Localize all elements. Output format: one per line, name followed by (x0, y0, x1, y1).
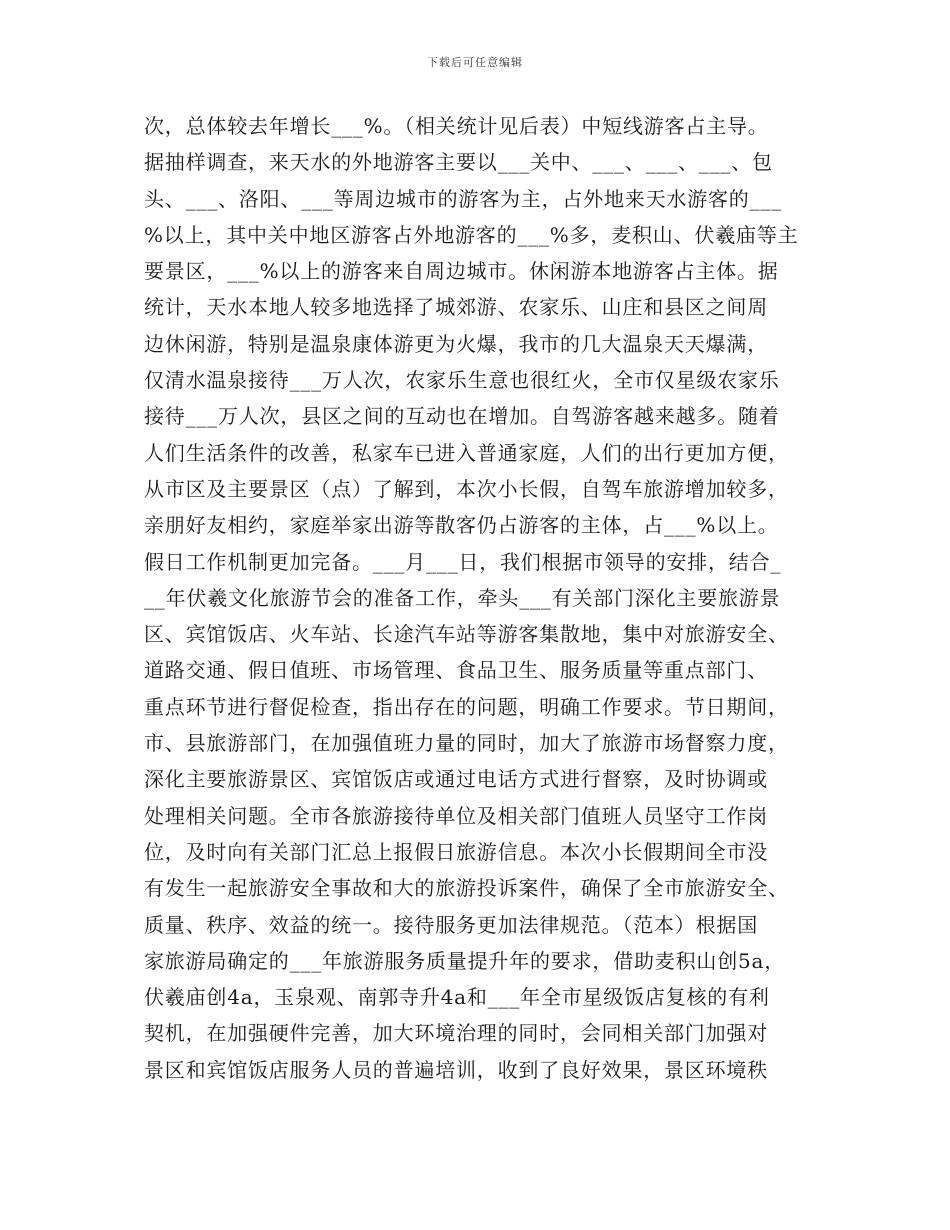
text-line: 从市区及主要景区（点）了解到，本次小长假，自驾车旅游增加较多， (144, 476, 789, 501)
text-line: 有发生一起旅游安全事故和大的旅游投诉案件，确保了全市旅游安全、 (144, 876, 789, 901)
text-line: 区、宾馆饭店、火车站、长途汽车站等游客集散地，集中对旅游安全、 (144, 622, 789, 647)
text-line: 市、县旅游部门，在加强值班力量的同时，加大了旅游市场督察力度， (144, 731, 789, 756)
text-line: 仅清水温泉接待___万人次，农家乐生意也很红火，全市仅星级农家乐 (144, 368, 780, 393)
text-line: 人们生活条件的改善，私家车已进入普通家庭，人们的出行更加方便， (144, 440, 789, 465)
text-line: 伏羲庙创4a，玉泉观、南郭寺升4a和___年全市星级饭店复核的有利 (144, 985, 770, 1010)
text-line: 次，总体较去年增长___%。（相关统计见后表）中短线游客占主导。 (144, 114, 769, 138)
text-line: 景区和宾馆饭店服务人员的普遍培训，收到了良好效果，景区环境秩 (144, 1057, 768, 1082)
text-line: 统计，天水本地人较多地选择了城郊游、农家乐、山庄和县区之间周 (144, 295, 768, 320)
text-line: 重点环节进行督促检查，指出存在的问题，明确工作要求。节日期间， (144, 694, 789, 719)
text-line: 契机，在加强硬件完善，加大环境治理的同时，会同相关部门加强对 (144, 1021, 768, 1046)
text-line: __年伏羲文化旅游节会的准备工作，牵头___有关部门深化主要旅游景 (144, 585, 781, 610)
text-line: 边休闲游，特别是温泉康体游更为火爆，我市的几大温泉天天爆满， (144, 331, 768, 356)
text-line: %以上，其中关中地区游客占外地游客的___%多，麦积山、伏羲庙等主 (144, 222, 799, 247)
text-line: 位，及时向有关部门汇总上报假日旅游信息。本次小长假期间全市没 (144, 839, 768, 864)
text-line: 处理相关问题。全市各旅游接待单位及相关部门值班人员坚守工作岗 (144, 803, 768, 828)
text-line: 头、___、洛阳、___等周边城市的游客为主，占外地来天水游客的___ (144, 186, 782, 211)
text-line: 要景区，___%以上的游客来自周边城市。休闲游本地游客占主体。据 (144, 259, 779, 284)
text-line: 亲朋好友相约，家庭举家出游等散客仍占游客的主体，占___%以上。 (144, 513, 779, 538)
text-line: 家旅游局确定的___年旅游服务质量提升年的要求，借助麦积山创5a， (144, 948, 786, 973)
text-line: 深化主要旅游景区、宾馆饭店或通过电话方式进行督察，及时协调或 (144, 767, 768, 792)
document-body (144, 108, 834, 1088)
text-line: 接待___万人次，县区之间的互动也在增加。自驾游客越来越多。随着 (144, 404, 780, 429)
text-line: 据抽样调查，来天水的外地游客主要以___关中、___、___、___、包 (144, 150, 773, 175)
text-line: 道路交通、假日值班、市场管理、食品卫生、服务质量等重点部门、 (144, 658, 768, 683)
text-line: 假日工作机制更加完备。___月___日，我们根据市领导的安排，结合_ (144, 549, 782, 574)
text-line: 质量、秩序、效益的统一。接待服务更加法律规范。（范本）根据国 (144, 912, 758, 937)
page-header: 下载后可任意编辑 (427, 56, 523, 69)
